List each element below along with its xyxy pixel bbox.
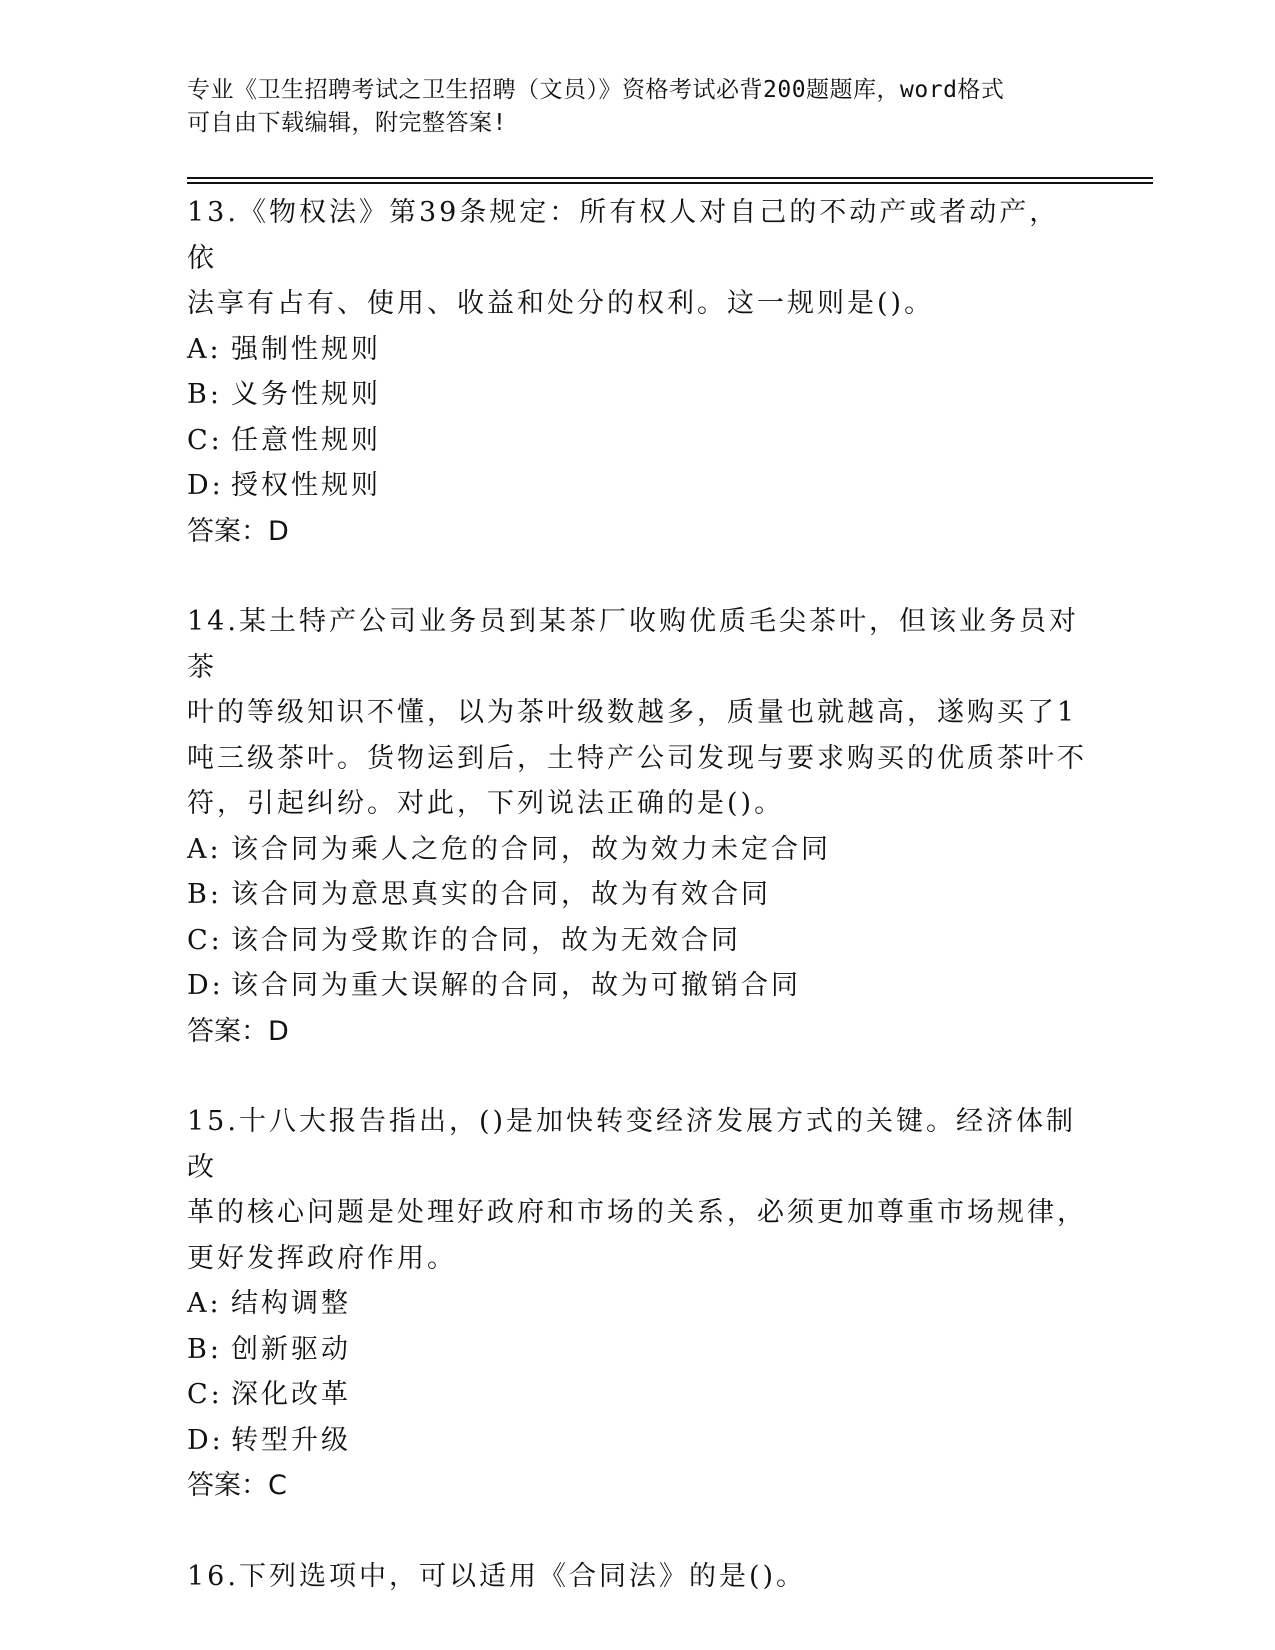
spacer [187, 1054, 1087, 1099]
question-14-option-c [187, 918, 1087, 964]
question-13-line-1: 13.《物权法》第39条规定：所有权人对自己的不动产或者动产，依 [187, 197, 1060, 274]
question-15 [187, 1099, 1087, 1509]
question-13-line-2: 法享有占有、使用、收益和处分的权利。这一规则是()。 [187, 288, 935, 319]
option-text: 强制性规则 [231, 333, 381, 365]
question-16-line-1: 16.下列选项中，可以适用《合同法》的是()。 [187, 1560, 807, 1592]
option-text: 任意性规则 [231, 424, 381, 456]
question-14-answer: 答案：D [187, 1015, 289, 1047]
question-14-line-1: 14.某土特产公司业务员到某茶厂收购优质毛尖茶叶，但该业务员对茶 [187, 606, 1079, 683]
question-15-answer: 答案：C [187, 1470, 287, 1501]
spacer [187, 554, 1087, 599]
header-divider-top [187, 177, 1153, 179]
option-text: 义务性规则 [231, 379, 381, 410]
option-letter: A: [187, 833, 222, 865]
option-text: 结构调整 [231, 1288, 351, 1319]
option-text: 该合同为重大误解的合同，故为可撤销合同 [231, 970, 801, 1001]
question-14-option-a [187, 827, 1087, 873]
question-16 [187, 1554, 1087, 1600]
question-14-option-d [187, 963, 1087, 1009]
option-letter: D: [187, 470, 224, 501]
question-13-answer: 答案：D [187, 515, 289, 547]
question-13 [187, 190, 1087, 554]
option-letter: C: [187, 1379, 223, 1410]
question-14-line-4: 符，引起纠纷。对此，下列说法正确的是()。 [187, 788, 785, 819]
header-divider-bottom [187, 182, 1153, 184]
option-text: 创新驱动 [231, 1333, 351, 1365]
option-letter: A: [187, 333, 222, 365]
question-list [187, 190, 1087, 1599]
option-text: 深化改革 [231, 1379, 351, 1410]
option-letter: D: [187, 970, 224, 1001]
option-letter: B: [187, 379, 222, 410]
question-15-line-2: 革的核心问题是处理好政府和市场的关系，必须更加尊重市场规律， [187, 1197, 1087, 1228]
option-text: 转型升级 [231, 1424, 351, 1456]
option-letter: C: [187, 924, 223, 956]
question-14-line-2: 叶的等级知识不懂，以为茶叶级数越多，质量也就越高，遂购买了1 [187, 697, 1078, 728]
option-text: 该合同为乘人之危的合同，故为效力未定合同 [231, 833, 831, 865]
spacer [187, 1509, 1087, 1554]
option-letter: C: [187, 424, 223, 456]
question-14-option-b [187, 872, 1087, 918]
option-text: 该合同为意思真实的合同，故为有效合同 [231, 879, 771, 910]
option-letter: A: [187, 1288, 222, 1319]
question-14 [187, 599, 1087, 1054]
question-15-option-a [187, 1281, 1087, 1327]
question-13-option-a [187, 327, 1087, 373]
option-text: 该合同为受欺诈的合同，故为无效合同 [231, 924, 741, 956]
question-15-line-3: 更好发挥政府作用。 [187, 1242, 457, 1274]
question-14-line-3: 吨三级茶叶。货物运到后，土特产公司发现与要求购买的优质茶叶不 [187, 742, 1087, 774]
question-13-option-b [187, 372, 1087, 418]
option-letter: B: [187, 1333, 222, 1365]
question-15-option-c [187, 1372, 1087, 1418]
question-13-option-d [187, 463, 1087, 509]
document-header [187, 74, 1087, 140]
option-text: 授权性规则 [231, 470, 381, 501]
option-letter: B: [187, 879, 222, 910]
header-line-1: 专业《卫生招聘考试之卫生招聘（文员）》资格考试必背200题题库，word格式 [187, 77, 1005, 103]
question-13-option-c [187, 418, 1087, 464]
question-15-line-1: 15.十八大报告指出，()是加快转变经济发展方式的关键。经济体制改 [187, 1106, 1077, 1183]
option-letter: D: [187, 1424, 224, 1456]
question-15-option-b [187, 1327, 1087, 1373]
header-line-2: 可自由下载编辑，附完整答案! [187, 110, 507, 136]
question-15-option-d [187, 1418, 1087, 1464]
